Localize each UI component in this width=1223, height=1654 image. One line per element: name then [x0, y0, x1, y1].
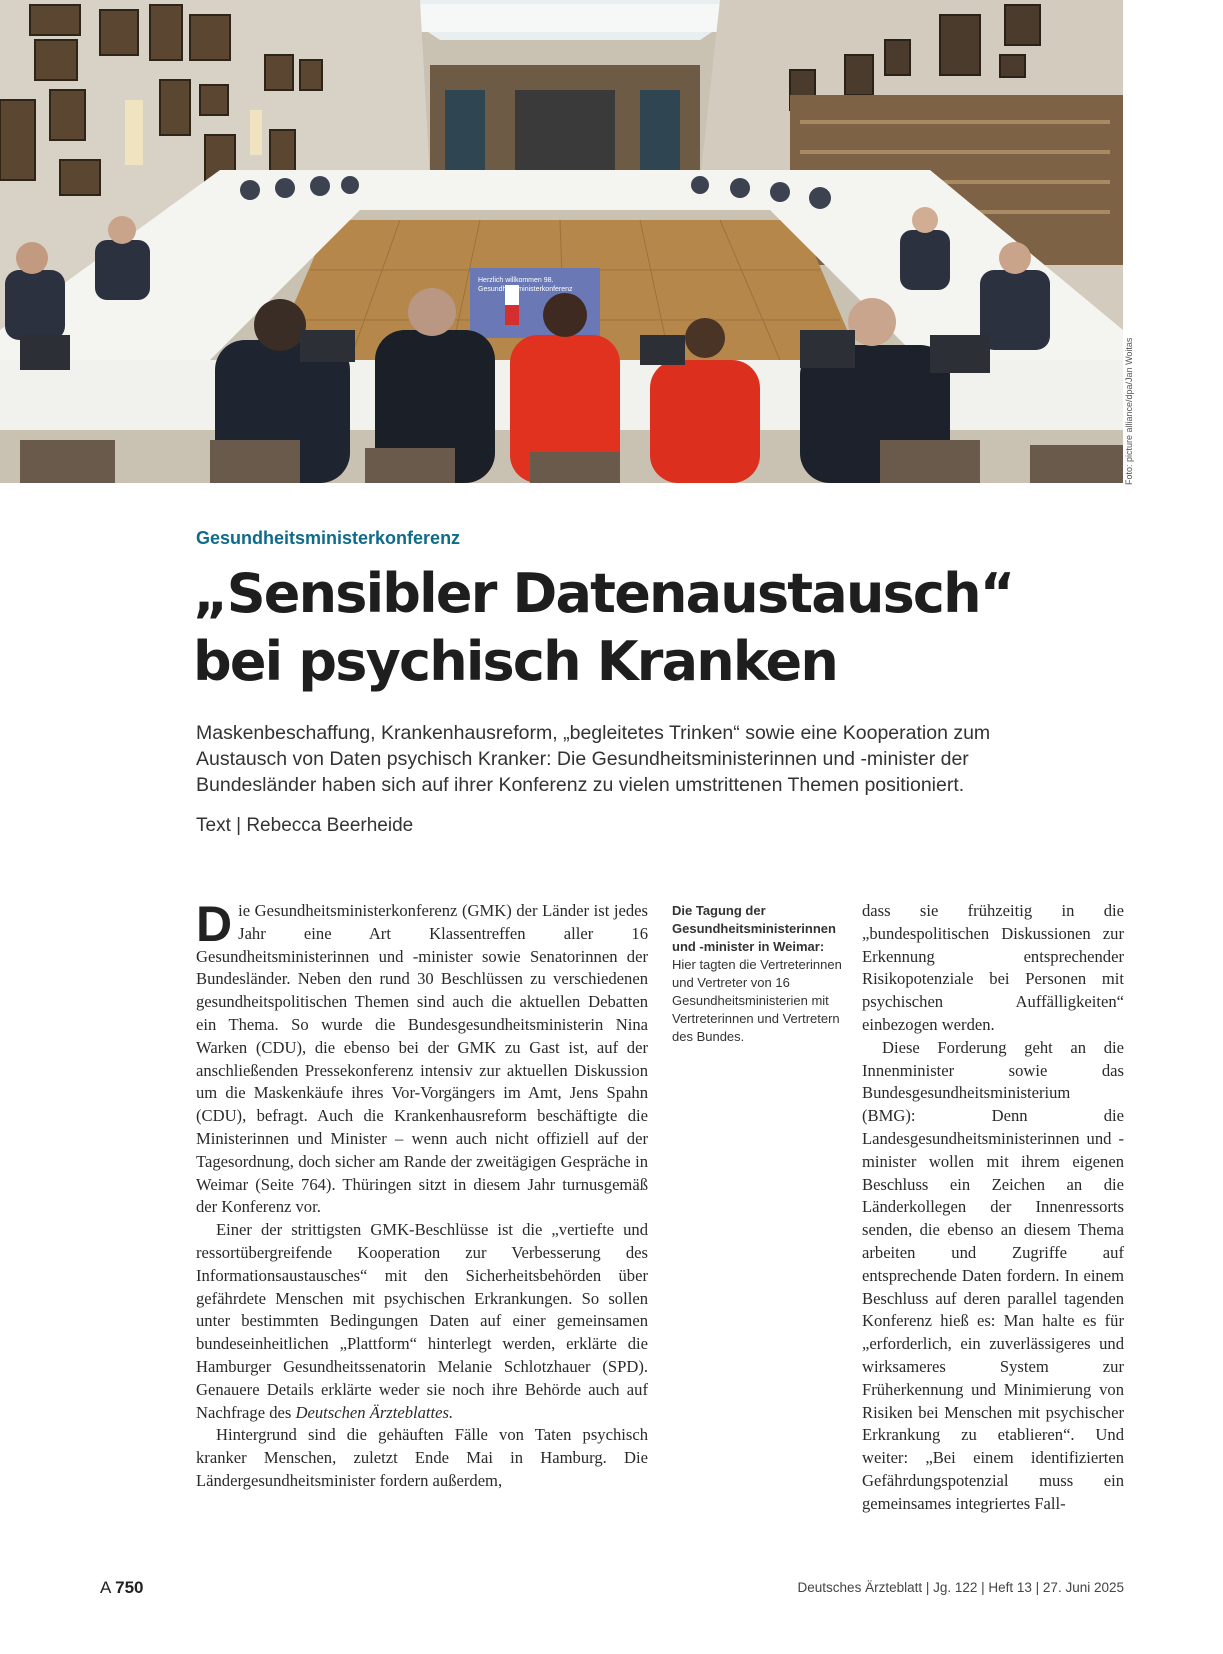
conference-room-illustration: [0, 0, 1123, 483]
paragraph-1: [196, 896, 648, 1219]
publication-name-italic: Deutschen Ärzteblattes.: [295, 1402, 454, 1422]
paragraph-4: dass sie frühzeitig in die „bundespolitischen Diskussionen zur Erkennung entsprechender Risikopotenziale bei Personen mit psychischen Auffälligkeiten“ einbezogen werden.: [862, 901, 1124, 1034]
headline-line-2: bei psychisch Kranken: [193, 630, 838, 693]
drop-cap: D: [196, 896, 233, 952]
article-byline: Text | Rebecca Beerheide: [196, 815, 414, 836]
publication-footer: Deutsches Ärzteblatt | Jg. 122 | Heft 13 | 27. Juni 2025: [797, 1580, 1124, 1595]
article-kicker: Gesundheitsministerkonferenz: [196, 528, 461, 548]
paragraph-2-text: Einer der strittigsten GMK-Beschlüsse ist die „vertiefte und ressortübergreifende Kooperation zur Verbesserung des Informationsaustausches“ mit den Sicherheitsbehörden über gefährdete Menschen mit psychischen Erkrankungen. So sollen unter bestimmten Bedingungen Daten auf einer gemeinsamen bundeseinheitlichen „Plattform“ hinterlegt werden, erklärte die Hamburger Gesundheitssenatorin Melanie Schlotzhauer (SPD). Genauere Details erklärte weder sie noch ihre Behörde auch auf Nachfrage des: [196, 1220, 648, 1422]
photo-screen-text: Herzlich willkommen 98. Gesundheitsministerkonferenz: [478, 277, 573, 293]
article-lead: Maskenbeschaffung, Krankenhausreform, „begleitetes Trinken“ sowie eine Kooperation zum Austausch von Daten psychisch Kranker: Die Gesundheitsministerinnen und -minister der Bundesländer haben sich auf ihrer Konferenz zu vielen umstrittenen Themen positioniert.: [196, 722, 991, 796]
paragraph-1-text: ie Gesundheitsministerkonferenz (GMK) der Länder ist jedes Jahr eine Art Klassentreffen aller 16 Gesundheitsministerinnen und -minister sowie Senatorinnen der Bundesländer. Neben den rund 30 Beschlüssen zu verschiedenen gesundheitspolitischen Themen sind auch die aktuellen Debatten ein Thema. So wurde die Bundesgesundheitsministerin Nina Warken (CDU), die ebenso bei der GMK zu Gast ist, auf der anschließenden Pressekonferenz intensiv zur aktuellen Diskussion um die Maskenkäufe ihres Vor-Vorgängers im Amt, Jens Spahn (CDU), befragt. Auch die Krankenhausreform beschäftigte die Ministerinnen und Minister – wenn auch nicht offiziell auf der Tagesordnung, doch sicher am Rande der zweitägigen Gespräche in Weimar (Seite 764). Thüringen sitzt in diesem Jahr turnusgemäß der Konferenz vor.: [196, 901, 648, 1217]
body-column-1: [196, 896, 648, 1493]
photo-caption: [672, 902, 842, 1046]
headline-line-1: „Sensibler Datenaustausch“: [193, 562, 1014, 625]
page-number: [100, 1578, 144, 1598]
caption-text: Hier tagten die Vertreterinnen und Vertreter von 16 Gesundheitsministerien mit Vertreterinnen und Vertretern des Bundes.: [672, 957, 842, 1044]
page-prefix: A: [100, 1578, 111, 1597]
article-photo: [0, 0, 1123, 483]
photo-credit: Foto: picture alliance/dpa/Jan Woitas: [1124, 337, 1134, 485]
paragraph-2: [196, 1219, 648, 1424]
article-headline: [193, 560, 1113, 696]
caption-title: Die Tagung der Gesundheitsministerinnen und -minister in Weimar:: [672, 903, 836, 954]
body-column-2: [862, 900, 1124, 1516]
paragraph-3: Hintergrund sind die gehäuften Fälle von Taten psychisch kranker Menschen, zuletzt Ende Mai in Hamburg. Die Ländergesundheitsminister fordern außerdem,: [196, 1425, 648, 1490]
page-number-value: 750: [115, 1578, 144, 1597]
paragraph-5: Diese Forderung geht an die Innenminister sowie das Bundesgesundheitsministerium (BMG): Denn die Landesgesundheitsministerinnen und -minister wollen mit ihrem eigenen Beschluss ein Zeichen an die Länderkollegen der Innenressorts senden, die ebenso an diesem Thema arbeiten und Zugriffe auf entsprechende Daten fordern. In einem Beschluss auf deren parallel tagenden Konferenz hieß es: Man halte es für „erforderlich, ein zuverlässigeres und wirksameres System zur Früherkennung und Minimierung von Risiken bei Menschen mit psychischer Erkrankung zu etablieren“. Und weiter: „Bei einem identifizierten Gefährdungspotenzial muss ein gemeinsames integriertes Fall-: [862, 1037, 1124, 1513]
